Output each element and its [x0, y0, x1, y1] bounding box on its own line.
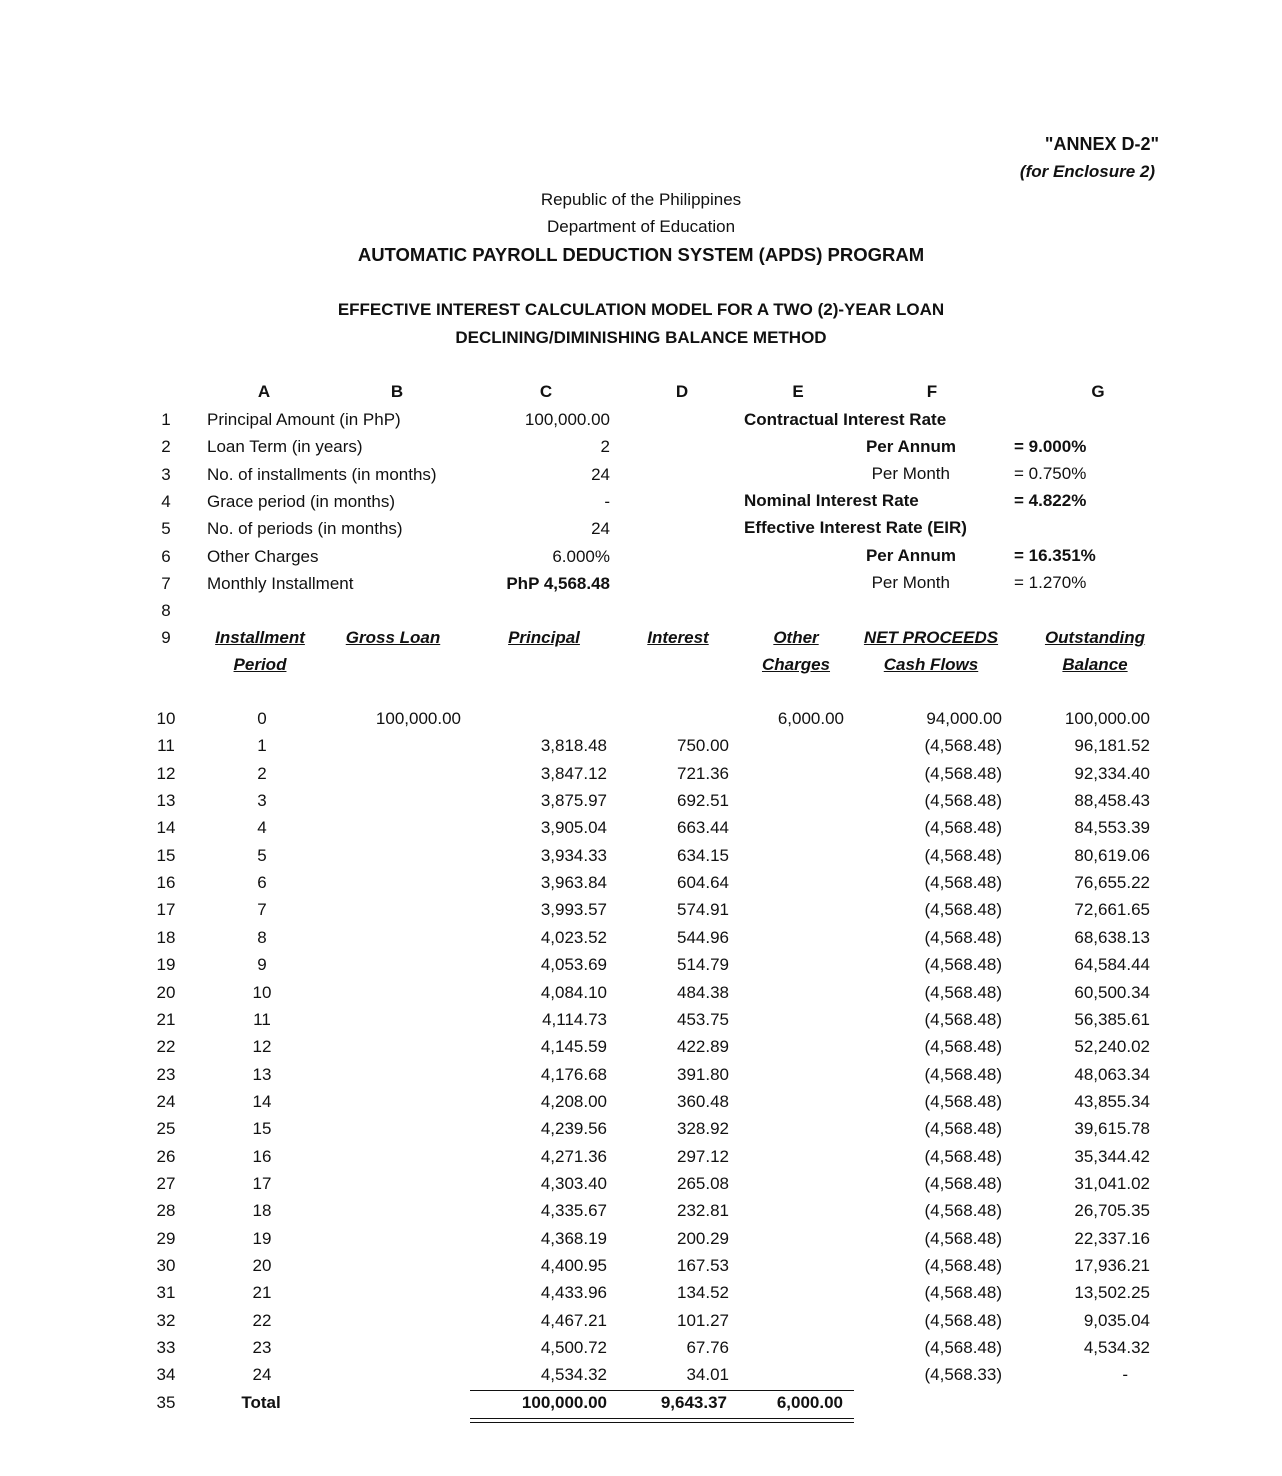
total-label: Total — [241, 1393, 281, 1412]
row-number: 24 — [156, 1091, 176, 1111]
table-row-balance: 9,035.04 — [1083, 1310, 1150, 1330]
header-outstanding: Outstanding — [1044, 628, 1146, 647]
header-other: Other — [773, 628, 819, 647]
method-title: DECLINING/DIMINISHING BALANCE METHOD — [455, 328, 827, 347]
table-row-principal: 4,239.56 — [540, 1119, 607, 1139]
table-row-interest: 101.27 — [677, 1310, 729, 1330]
header-gross-loan: Gross Loan — [345, 628, 441, 647]
table-row-net-proceeds: (4,568.48) — [924, 1283, 1002, 1303]
table-row-interest: 514.79 — [677, 955, 729, 975]
eir-per-month-label: Per Month — [871, 573, 950, 592]
table-row-interest: 328.92 — [677, 1119, 729, 1139]
total-other-charges: 6,000.00 — [776, 1393, 843, 1412]
param-value: 24 — [591, 519, 610, 539]
header-installment: Installment — [215, 628, 305, 647]
table-row-interest: 422.89 — [677, 1037, 729, 1057]
table-row-net-proceeds: (4,568.48) — [924, 1338, 1002, 1358]
table-row-balance: 68,638.13 — [1074, 927, 1150, 947]
row-number: 10 — [156, 709, 176, 728]
row-number: 15 — [156, 845, 176, 865]
param-label: No. of periods (in months) — [207, 519, 403, 539]
republic-heading: Republic of the Philippines — [540, 190, 742, 209]
table-row-interest: 544.96 — [677, 927, 729, 947]
table-row-balance: 31,041.02 — [1074, 1173, 1150, 1193]
table-row-balance: 88,458.43 — [1074, 791, 1150, 811]
eir-per-annum-label: Per Annum — [865, 546, 956, 565]
header-net-proceeds: NET PROCEEDS — [863, 628, 999, 647]
table-row-interest: 750.00 — [677, 736, 729, 756]
model-title: EFFECTIVE INTEREST CALCULATION MODEL FOR A TWO (2)-YEAR LOAN — [337, 300, 945, 319]
col-letter-c: C — [539, 382, 553, 401]
table-row-balance: 96,181.52 — [1074, 736, 1150, 756]
table-row-principal: 3,934.33 — [540, 845, 607, 865]
table-row-balance: 26,705.35 — [1074, 1201, 1150, 1221]
table-row-principal: 4,500.72 — [540, 1338, 607, 1358]
table-row-balance: 43,855.34 — [1074, 1091, 1150, 1111]
param-label: No. of installments (in months) — [207, 464, 437, 484]
param-label: Other Charges — [207, 546, 319, 566]
table-row-interest: 391.80 — [677, 1064, 729, 1084]
row-number: 9 — [161, 628, 171, 648]
table-row-interest: 265.08 — [677, 1173, 729, 1193]
param-value: - — [604, 491, 610, 511]
table-row-interest: 663.44 — [677, 818, 729, 838]
nominal-rate-value: = 4.822% — [1014, 491, 1087, 510]
row-number: 7 — [161, 573, 171, 593]
row-number: 35 — [156, 1392, 176, 1412]
table-row-principal: 4,368.19 — [540, 1228, 607, 1248]
col-letter-g: G — [1091, 382, 1105, 401]
table-row-net-proceeds: (4,568.48) — [924, 736, 1002, 756]
col-letter-f: F — [926, 382, 938, 401]
table-row-other-charges: 6,000.00 — [777, 709, 844, 728]
table-row-interest: 484.38 — [677, 982, 729, 1002]
total-double-rule-1 — [470, 1418, 854, 1419]
per-month-value: = 0.750% — [1014, 464, 1087, 483]
table-row-period: 14 — [252, 1091, 272, 1111]
table-row-interest: 297.12 — [677, 1146, 729, 1166]
table-row-period: 8 — [257, 927, 267, 947]
table-row-net-proceeds: 94,000.00 — [926, 709, 1002, 728]
row-number: 8 — [161, 601, 171, 621]
table-row-balance: 39,615.78 — [1074, 1119, 1150, 1139]
row-number: 5 — [161, 519, 171, 539]
table-row-principal: 4,208.00 — [540, 1091, 607, 1111]
param-value: 2 — [600, 437, 610, 457]
table-row-balance: 76,655.22 — [1074, 873, 1150, 893]
table-row-net-proceeds: (4,568.48) — [924, 791, 1002, 811]
table-row-net-proceeds: (4,568.48) — [924, 1146, 1002, 1166]
param-label: Loan Term (in years) — [207, 437, 363, 457]
table-row-principal: 3,818.48 — [540, 736, 607, 756]
header-cash-flows: Cash Flows — [883, 655, 979, 674]
annex-subtitle: (for Enclosure 2) — [1019, 162, 1155, 181]
table-row-principal: 3,905.04 — [540, 818, 607, 838]
table-row-interest: 34.01 — [686, 1365, 729, 1385]
table-row-principal: 3,875.97 — [540, 791, 607, 811]
row-number: 18 — [156, 927, 176, 947]
table-row-period: 2 — [257, 763, 267, 783]
table-row-principal: 3,847.12 — [540, 763, 607, 783]
table-row-balance: 48,063.34 — [1074, 1064, 1150, 1084]
header-period: Period — [233, 655, 287, 674]
table-row-net-proceeds: (4,568.48) — [924, 1173, 1002, 1193]
row-number: 20 — [156, 982, 176, 1002]
table-row-interest: 721.36 — [677, 763, 729, 783]
program-title: AUTOMATIC PAYROLL DEDUCTION SYSTEM (APDS) PROGRAM — [357, 244, 925, 265]
table-row-balance: 56,385.61 — [1074, 1009, 1150, 1029]
row-number: 28 — [156, 1201, 176, 1221]
table-row-principal: 4,534.32 — [540, 1365, 607, 1385]
row-number: 22 — [156, 1037, 176, 1057]
table-row-period: 15 — [252, 1119, 272, 1139]
table-row-gross-loan: 100,000.00 — [375, 709, 461, 728]
table-row-net-proceeds: (4,568.48) — [924, 1091, 1002, 1111]
row-number: 19 — [156, 955, 176, 975]
col-letter-b: B — [390, 382, 404, 401]
row-number: 1 — [161, 410, 171, 429]
table-row-net-proceeds: (4,568.48) — [924, 1009, 1002, 1029]
param-value: 100,000.00 — [524, 410, 610, 429]
row-number: 2 — [161, 437, 171, 457]
header-charges: Charges — [761, 655, 831, 674]
table-row-period: 10 — [252, 982, 272, 1002]
row-number: 32 — [156, 1310, 176, 1330]
table-row-principal: 4,303.40 — [540, 1173, 607, 1193]
table-row-balance: 100,000.00 — [1064, 709, 1150, 728]
param-value: PhP 4,568.48 — [506, 573, 610, 593]
per-annum-value: = 9.000% — [1014, 437, 1087, 456]
table-row-period: 20 — [252, 1256, 272, 1275]
row-number: 33 — [156, 1338, 176, 1358]
annex-title: "ANNEX D-2" — [1044, 134, 1159, 154]
table-row-net-proceeds: (4,568.48) — [924, 900, 1002, 920]
table-row-period: 11 — [253, 1009, 271, 1029]
per-annum-label: Per Annum — [865, 437, 956, 456]
table-row-balance: 72,661.65 — [1074, 900, 1150, 920]
table-row-period: 16 — [252, 1146, 272, 1166]
table-row-net-proceeds: (4,568.48) — [924, 1064, 1002, 1084]
table-row-interest: 574.91 — [677, 900, 729, 920]
table-row-principal: 4,335.67 — [540, 1201, 607, 1221]
table-row-balance: - — [1122, 1365, 1128, 1385]
table-row-principal: 4,467.21 — [540, 1310, 607, 1330]
eir-per-month-value: = 1.270% — [1014, 573, 1087, 592]
per-month-label: Per Month — [871, 464, 950, 483]
table-row-balance: 84,553.39 — [1074, 818, 1150, 838]
table-row-interest: 134.52 — [677, 1283, 729, 1303]
row-number: 16 — [156, 873, 176, 893]
table-row-period: 0 — [257, 709, 267, 728]
total-double-rule-2 — [470, 1422, 854, 1423]
table-row-interest: 200.29 — [677, 1228, 729, 1248]
table-row-net-proceeds: (4,568.48) — [924, 1256, 1002, 1275]
row-number: 30 — [156, 1256, 176, 1275]
row-number: 34 — [156, 1365, 176, 1385]
table-row-net-proceeds: (4,568.48) — [924, 927, 1002, 947]
table-row-interest: 360.48 — [677, 1091, 729, 1111]
table-row-period: 24 — [252, 1365, 272, 1385]
header-interest: Interest — [647, 628, 709, 647]
table-row-net-proceeds: (4,568.48) — [924, 1228, 1002, 1248]
table-row-balance: 17,936.21 — [1074, 1256, 1150, 1275]
table-row-period: 9 — [257, 955, 267, 975]
table-row-period: 19 — [252, 1228, 272, 1248]
table-row-balance: 35,344.42 — [1074, 1146, 1150, 1166]
row-number: 31 — [156, 1283, 176, 1303]
table-row-principal: 4,400.95 — [540, 1256, 607, 1275]
total-top-rule — [470, 1390, 854, 1391]
table-row-period: 5 — [257, 845, 267, 865]
table-row-period: 21 — [252, 1283, 272, 1303]
table-row-balance: 92,334.40 — [1074, 763, 1150, 783]
contractual-rate-label: Contractual Interest Rate — [744, 410, 947, 429]
table-row-principal: 4,433.96 — [540, 1283, 607, 1303]
table-row-net-proceeds: (4,568.48) — [924, 845, 1002, 865]
eir-per-annum-value: = 16.351% — [1014, 546, 1096, 565]
table-row-principal: 4,176.68 — [540, 1064, 607, 1084]
table-row-balance: 52,240.02 — [1074, 1037, 1150, 1057]
table-row-period: 6 — [257, 873, 267, 893]
col-letter-e: E — [792, 382, 804, 401]
row-number: 14 — [156, 818, 176, 838]
table-row-principal: 4,084.10 — [540, 982, 607, 1002]
table-row-interest: 692.51 — [677, 791, 729, 811]
table-row-net-proceeds: (4,568.48) — [924, 763, 1002, 783]
table-row-balance: 4,534.32 — [1083, 1338, 1150, 1358]
table-row-period: 4 — [257, 818, 267, 838]
row-number: 21 — [156, 1009, 176, 1029]
header-principal: Principal — [508, 628, 580, 647]
row-number: 3 — [161, 464, 171, 484]
row-number: 11 — [157, 736, 175, 756]
table-row-net-proceeds: (4,568.48) — [924, 1310, 1002, 1330]
table-row-period: 3 — [257, 791, 267, 811]
table-row-period: 18 — [252, 1201, 272, 1221]
nominal-rate-label: Nominal Interest Rate — [744, 491, 919, 510]
table-row-interest: 453.75 — [677, 1009, 729, 1029]
table-row-net-proceeds: (4,568.33) — [924, 1365, 1002, 1385]
eir-label: Effective Interest Rate (EIR) — [744, 518, 967, 537]
row-number: 23 — [156, 1064, 176, 1084]
table-row-period: 13 — [252, 1064, 272, 1084]
table-row-net-proceeds: (4,568.48) — [924, 1201, 1002, 1221]
row-number: 27 — [156, 1173, 176, 1193]
table-row-principal: 4,271.36 — [540, 1146, 607, 1166]
table-row-period: 22 — [252, 1310, 272, 1330]
table-row-period: 7 — [257, 900, 267, 920]
row-number: 13 — [156, 791, 176, 811]
table-row-balance: 64,584.44 — [1074, 955, 1150, 975]
table-row-principal: 4,114.73 — [542, 1009, 607, 1029]
table-row-balance: 60,500.34 — [1074, 982, 1150, 1002]
table-row-interest: 634.15 — [677, 845, 729, 865]
row-number: 29 — [156, 1228, 176, 1248]
total-interest: 9,643.37 — [660, 1393, 727, 1412]
table-row-interest: 232.81 — [677, 1201, 729, 1221]
table-row-principal: 3,963.84 — [540, 873, 607, 893]
table-row-period: 1 — [257, 736, 267, 756]
col-letter-d: D — [675, 382, 689, 401]
table-row-period: 23 — [252, 1338, 272, 1358]
header-balance: Balance — [1062, 655, 1128, 674]
row-number: 4 — [161, 491, 171, 511]
table-row-net-proceeds: (4,568.48) — [924, 955, 1002, 975]
row-number: 12 — [156, 763, 176, 783]
table-row-net-proceeds: (4,568.48) — [924, 1119, 1002, 1139]
table-row-principal: 3,993.57 — [540, 900, 607, 920]
param-label: Monthly Installment — [207, 573, 354, 593]
table-row-interest: 604.64 — [677, 873, 729, 893]
param-value: 24 — [591, 464, 610, 484]
table-row-net-proceeds: (4,568.48) — [924, 873, 1002, 893]
param-label: Grace period (in months) — [207, 491, 396, 511]
table-row-principal: 4,053.69 — [540, 955, 607, 975]
table-row-balance: 22,337.16 — [1074, 1228, 1150, 1248]
table-row-principal: 4,023.52 — [540, 927, 607, 947]
table-row-net-proceeds: (4,568.48) — [924, 1037, 1002, 1057]
row-number: 25 — [156, 1119, 176, 1139]
table-row-interest: 167.53 — [677, 1256, 729, 1275]
table-row-balance: 13,502.25 — [1074, 1283, 1150, 1303]
table-row-period: 17 — [252, 1173, 272, 1193]
total-principal: 100,000.00 — [521, 1393, 607, 1412]
row-number: 6 — [161, 546, 171, 566]
row-number: 17 — [156, 900, 176, 920]
table-row-net-proceeds: (4,568.48) — [924, 818, 1002, 838]
department-heading: Department of Education — [546, 217, 736, 236]
param-value: 6.000% — [552, 546, 610, 566]
table-row-interest: 67.76 — [686, 1338, 729, 1358]
table-row-balance: 80,619.06 — [1074, 845, 1150, 865]
table-row-period: 12 — [252, 1037, 272, 1057]
col-letter-a: A — [257, 382, 271, 401]
table-row-net-proceeds: (4,568.48) — [924, 982, 1002, 1002]
param-label: Principal Amount (in PhP) — [207, 410, 401, 429]
table-row-principal: 4,145.59 — [540, 1037, 607, 1057]
row-number: 26 — [156, 1146, 176, 1166]
